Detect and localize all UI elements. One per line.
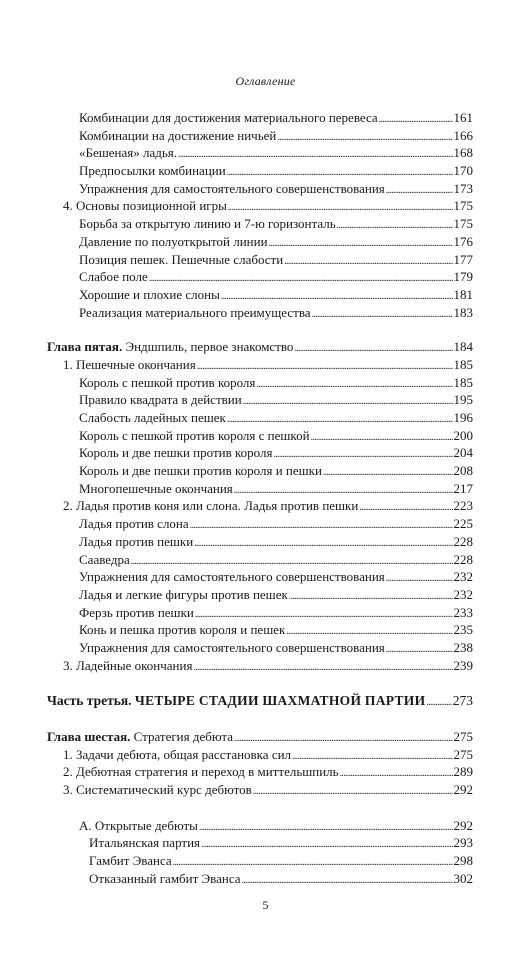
toc-entry-page: 208 bbox=[453, 463, 473, 479]
toc-entry[interactable] bbox=[47, 870, 473, 888]
toc-entry[interactable] bbox=[47, 233, 473, 251]
toc-entry-title bbox=[47, 551, 130, 569]
dot-leader bbox=[312, 304, 453, 324]
toc-entry-page: 239 bbox=[453, 657, 473, 673]
toc-entry[interactable] bbox=[47, 356, 473, 374]
toc-entry[interactable] bbox=[47, 852, 473, 870]
toc-entry-page: 185 bbox=[453, 374, 473, 390]
toc-entry-page: 176 bbox=[453, 233, 473, 249]
toc-entry-chapter-prefix: Глава шестая. bbox=[47, 729, 131, 744]
toc-entry[interactable] bbox=[47, 109, 473, 127]
toc-entry-text: Хорошие и плохие слоны bbox=[79, 286, 220, 302]
toc-entry-title bbox=[47, 268, 148, 286]
toc-entry-page: 200 bbox=[453, 427, 473, 443]
toc-entry[interactable] bbox=[47, 462, 473, 480]
toc-entry-page: 177 bbox=[453, 251, 473, 267]
page-number: 5 bbox=[262, 898, 269, 912]
toc-entry-page: 170 bbox=[453, 163, 473, 179]
toc-entry-text: Слабое поле bbox=[79, 269, 148, 285]
toc-entry[interactable] bbox=[47, 286, 473, 304]
toc-entry-text: Предпосылки комбинации bbox=[79, 163, 226, 179]
toc-entry-page: 223 bbox=[453, 498, 473, 514]
toc-entry-chapter-prefix: Глава пятая. bbox=[47, 339, 123, 355]
dot-leader bbox=[253, 781, 453, 801]
toc-entry-title bbox=[47, 391, 242, 409]
toc-entry-title bbox=[47, 515, 189, 533]
table-of-contents bbox=[47, 109, 473, 888]
toc-entry-text: Король и две пешки против короля bbox=[79, 445, 273, 461]
toc-entry[interactable] bbox=[47, 621, 473, 639]
toc-entry-text: Правило квадрата в действии bbox=[79, 392, 242, 408]
toc-entry-page: 232 bbox=[453, 586, 473, 602]
toc-entry[interactable] bbox=[47, 251, 473, 269]
toc-entry[interactable] bbox=[47, 586, 473, 604]
toc-entry-text: 1. Задачи дебюта, общая расстановка сил bbox=[63, 746, 292, 762]
toc-entry-page: 179 bbox=[453, 269, 473, 285]
toc-entry[interactable] bbox=[47, 215, 473, 233]
toc-entry-text: Конь и пешка против короля и пешек bbox=[79, 622, 286, 638]
toc-entry-page: 195 bbox=[453, 392, 473, 408]
toc-entry[interactable] bbox=[47, 604, 473, 622]
toc-entry-title bbox=[47, 834, 200, 852]
toc-entry-text: А. Открытые дебюты bbox=[79, 817, 198, 833]
toc-entry-title bbox=[47, 817, 198, 835]
toc-entry-page: 196 bbox=[453, 410, 473, 425]
toc-entry[interactable] bbox=[47, 533, 473, 551]
toc-entry-title bbox=[47, 251, 283, 269]
toc-entry[interactable] bbox=[47, 144, 473, 162]
toc-entry-text: Комбинации на достижение ничьей bbox=[79, 127, 277, 143]
toc-entry[interactable] bbox=[47, 197, 473, 215]
toc-entry-page: 235 bbox=[453, 622, 473, 638]
dot-leader bbox=[426, 692, 451, 712]
toc-entry[interactable] bbox=[47, 180, 473, 198]
toc-entry-title bbox=[47, 586, 288, 604]
toc-entry-title bbox=[47, 127, 276, 145]
toc-entry-text: 4. Основы позиционной игры bbox=[63, 198, 227, 214]
toc-entry-text: Гамбит Эванса bbox=[89, 853, 172, 869]
toc-entry-title bbox=[47, 621, 285, 639]
toc-entry-title bbox=[47, 639, 385, 657]
toc-entry-title bbox=[47, 144, 177, 162]
toc-entry-page: 238 bbox=[453, 639, 473, 655]
toc-entry-text: Ладья против слона bbox=[79, 516, 189, 532]
toc-entry-text: Ладья и легкие фигуры против пешек bbox=[79, 586, 288, 602]
toc-entry[interactable] bbox=[47, 427, 473, 445]
toc-entry[interactable] bbox=[47, 497, 473, 515]
toc-entry-page: 168 bbox=[453, 145, 473, 161]
toc-entry-page: 275 bbox=[453, 746, 473, 762]
toc-entry[interactable] bbox=[47, 127, 473, 145]
toc-entry-title bbox=[47, 746, 291, 764]
toc-entry-page: 292 bbox=[453, 782, 473, 798]
toc-entry-title bbox=[47, 304, 311, 322]
toc-entry-title bbox=[47, 356, 196, 374]
toc-entry-text: 2. Дебютная стратегия и переход в миттельшпиль bbox=[63, 764, 339, 780]
toc-entry-page: 293 bbox=[453, 835, 473, 851]
toc-entry-text: Король и две пешки против короля и пешки bbox=[79, 463, 322, 479]
toc-entry[interactable] bbox=[47, 657, 473, 675]
toc-entry[interactable] bbox=[47, 746, 473, 764]
toc-entry-title bbox=[47, 568, 385, 586]
toc-entry-title bbox=[47, 427, 310, 445]
toc-entry-title bbox=[47, 180, 385, 198]
toc-entry-title bbox=[47, 604, 194, 622]
toc-entry-page: 225 bbox=[453, 516, 473, 532]
toc-entry-title bbox=[47, 233, 268, 251]
toc-entry-text: Многопешечные окончания bbox=[79, 480, 233, 496]
toc-entry-text: Итальянская партия bbox=[89, 835, 201, 851]
toc-entry-page: 184 bbox=[453, 339, 473, 355]
toc-entry-page: 228 bbox=[453, 533, 473, 549]
toc-entry-title bbox=[47, 338, 293, 356]
toc-entry-title bbox=[47, 533, 193, 551]
toc-spacer bbox=[47, 321, 473, 338]
toc-entry-text: Упражнения для самостоятельного совершенствования bbox=[79, 569, 385, 585]
toc-entry-page: 232 bbox=[453, 569, 473, 585]
toc-entry-page: 175 bbox=[453, 198, 473, 214]
toc-entry-page: 228 bbox=[453, 551, 473, 567]
toc-entry-text: Упражнения для самостоятельного совершенствования bbox=[79, 180, 385, 196]
toc-entry-text: «Бешеная» ладья. bbox=[79, 145, 178, 161]
toc-entry-text: Упражнения для самостоятельного совершенствования bbox=[79, 639, 385, 655]
toc-entry-page: 181 bbox=[453, 286, 473, 302]
toc-entry[interactable] bbox=[47, 692, 473, 710]
toc-entry[interactable] bbox=[47, 568, 473, 586]
toc-entry[interactable] bbox=[47, 391, 473, 409]
toc-entry[interactable] bbox=[47, 763, 473, 781]
toc-entry-text: Эндшпиль, первое знакомство bbox=[122, 339, 294, 355]
toc-entry-text: ЧЕТЫРЕ СТАДИИ ШАХМАТНОЙ ПАРТИИ bbox=[134, 693, 426, 709]
toc-entry-text: Давление по полуоткрытой линии bbox=[79, 233, 268, 249]
toc-entry-page: 175 bbox=[453, 216, 473, 232]
toc-entry-page: 217 bbox=[453, 480, 473, 496]
toc-entry-text: Комбинации для достижения материального перевеса bbox=[79, 110, 378, 125]
toc-entry-page: 298 bbox=[453, 853, 473, 869]
toc-entry-title bbox=[47, 444, 272, 462]
toc-entry[interactable] bbox=[47, 444, 473, 462]
toc-entry[interactable] bbox=[47, 781, 473, 799]
toc-entry-page: 161 bbox=[453, 110, 473, 125]
toc-entry-text: Сааведра bbox=[79, 551, 130, 567]
toc-entry-title bbox=[47, 409, 226, 427]
toc-entry-title bbox=[47, 763, 339, 781]
toc-entry[interactable] bbox=[47, 817, 473, 835]
toc-entry[interactable] bbox=[47, 639, 473, 657]
toc-entry-text: Реализация материального преимущества bbox=[79, 304, 311, 320]
toc-entry-page: 273 bbox=[452, 693, 473, 709]
toc-entry-title bbox=[47, 781, 252, 799]
toc-entry-title bbox=[47, 197, 227, 215]
running-header: Оглавление bbox=[235, 74, 296, 88]
toc-entry-title bbox=[47, 162, 226, 180]
toc-entry-text: 2. Ладья против коня или слона. Ладья против пешки bbox=[63, 498, 359, 514]
toc-entry[interactable] bbox=[47, 268, 473, 286]
toc-spacer bbox=[47, 710, 473, 728]
toc-entry[interactable] bbox=[47, 338, 473, 356]
toc-entry-title bbox=[47, 728, 233, 746]
dot-leader bbox=[242, 870, 453, 890]
toc-entry[interactable] bbox=[47, 551, 473, 569]
toc-entry-page: 183 bbox=[453, 304, 473, 320]
toc-spacer bbox=[47, 674, 473, 692]
toc-entry-text: Отказанный гамбит Эванса bbox=[89, 870, 241, 886]
toc-entry-text: Борьба за открытую линию и 7-ю горизонталь bbox=[79, 216, 336, 232]
toc-entry-title bbox=[47, 374, 255, 392]
toc-entry-page: 302 bbox=[453, 870, 473, 886]
toc-entry-title bbox=[47, 215, 336, 233]
toc-entry-title bbox=[47, 692, 425, 710]
toc-entry-page: 173 bbox=[453, 180, 473, 196]
toc-entry-title bbox=[47, 286, 220, 304]
toc-entry-title bbox=[47, 657, 192, 675]
toc-entry-text: Слабость ладейных пешек bbox=[79, 410, 226, 425]
toc-entry-page: 275 bbox=[453, 729, 473, 744]
toc-entry-text: 1. Пешечные окончания bbox=[63, 356, 196, 372]
toc-entry-text: 3. Ладейные окончания bbox=[63, 657, 193, 673]
toc-entry-page: 233 bbox=[453, 604, 473, 620]
toc-entry-title bbox=[47, 497, 358, 515]
toc-entry-page: 289 bbox=[453, 764, 473, 780]
toc-entry[interactable] bbox=[47, 409, 473, 427]
toc-entry[interactable] bbox=[47, 480, 473, 498]
toc-entry-page: 185 bbox=[453, 356, 473, 372]
toc-entry-text: Король с пешкой против короля с пешкой bbox=[79, 427, 310, 443]
toc-entry-title bbox=[47, 852, 172, 870]
toc-entry-text: Стратегия дебюта bbox=[130, 729, 234, 744]
toc-entry-title bbox=[47, 109, 378, 127]
toc-entry[interactable] bbox=[47, 834, 473, 852]
toc-entry-page: 204 bbox=[453, 445, 473, 461]
toc-entry[interactable] bbox=[47, 515, 473, 533]
toc-entry[interactable] bbox=[47, 304, 473, 322]
toc-spacer bbox=[47, 799, 473, 817]
toc-entry-text: Ферзь против пешки bbox=[79, 604, 194, 620]
dot-leader bbox=[193, 657, 452, 677]
toc-entry-page: 292 bbox=[453, 817, 473, 833]
toc-entry[interactable] bbox=[47, 374, 473, 392]
toc-entry-text: Ладья против пешки bbox=[79, 533, 194, 549]
toc-entry-title bbox=[47, 462, 322, 480]
toc-entry-page: 166 bbox=[453, 127, 473, 143]
toc-entry-title bbox=[47, 870, 241, 888]
toc-entry-text: Позиция пешек. Пешечные слабости bbox=[79, 251, 284, 267]
toc-entry[interactable] bbox=[47, 162, 473, 180]
toc-entry-chapter-prefix: Часть третья. bbox=[47, 693, 132, 709]
toc-entry-title bbox=[47, 480, 233, 498]
toc-entry-text: 3. Систематический курс дебютов bbox=[63, 782, 252, 798]
toc-entry[interactable] bbox=[47, 728, 473, 746]
toc-entry-text: Король с пешкой против короля bbox=[79, 374, 256, 390]
